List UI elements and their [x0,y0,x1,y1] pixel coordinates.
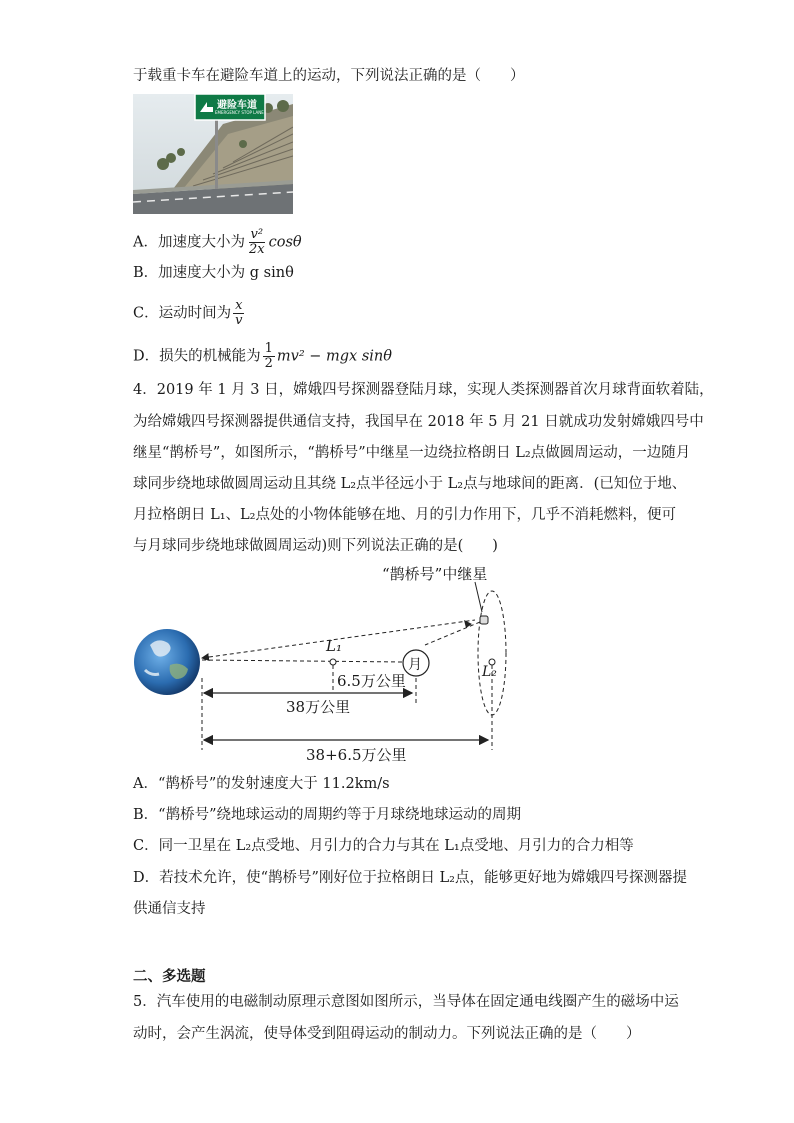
earth-moon-l2-diagram [130,560,530,760]
q4-option-a: A．“鹊桥号”的发射速度大于 11.2km/s [133,776,390,792]
q3-stem: 于载重卡车在避险车道上的运动，下列说法正确的是（ ） [133,68,525,84]
q4-line-4: 球同步绕地球做圆周运动且其绕 L₂点半径远小于 L₂点与地球间的距离．(已知位于地、 [133,476,687,492]
q4-option-c: C．同一卫星在 L₂点受地、月引力的合力与其在 L₁点受地、月引力的合力相等 [133,838,634,854]
q4-option-b: B．“鹊桥号”绕地球运动的周期约等于月球绕地球运动的周期 [133,807,521,823]
moon-label: 月 [408,657,422,673]
l1-label: L₁ [326,637,342,655]
q5-line-1: 5．汽车使用的电磁制动原理示意图如图所示，当导体在固定通电线圈产生的磁场中运 [133,994,679,1010]
q5-line-2: 动时，会产生涡流，使导体受到阻碍运动的制动力。下列说法正确的是（ ） [133,1026,641,1042]
q4-option-d-line-2: 供通信支持 [133,901,206,917]
earth-l2-distance-label: 38+6.5万公里 [306,746,407,764]
section-title-multiple-choice: 二、多选题 [133,968,206,985]
q4-line-5: 月拉格朗日 L₁、L₂点处的小物体能够在地、月的引力作用下，几乎不消耗燃料，便可 [133,507,676,523]
q3-option-c: C．运动时间为 $\frac{x}{v}$ [133,298,243,328]
l2-label: L₂ [482,664,497,680]
sign-subtitle: EMERGENCY STOP LANE [215,110,264,115]
q4-line-1: 4．2019 年 1 月 3 日，嫦娥四号探测器登陆月球，实现人类探测器首次月球背面软着陆， [133,382,714,398]
sign-title: 避险车道 [217,100,257,111]
q3-option-a: A．加速度大小为 $\frac{\text{v²}}{2x}$ cosθ [133,227,302,257]
q4-line-6: 与月球同步绕地球做圆周运动)则下列说法正确的是( ) [133,538,498,554]
q4-option-d-line-1: D．若技术允许，使“鹊桥号”刚好位于拉格朗日 L₂点，能够更好地为嫦娥四号探测器提 [133,870,687,886]
runaway-ramp-photo [133,94,293,214]
q3-option-b: B．加速度大小为 g sinθ [133,265,294,281]
q4-line-3: 继星“鹊桥号”，如图所示，“鹊桥号”中继星一边绕拉格朗日 L₂点做圆周运动，一边随月 [133,445,691,461]
q3-option-d: D．损失的机械能为 $\frac{1}{2}$ mv² − mgx sinθ [133,341,392,371]
earth-moon-distance-label: 38万公里 [286,698,351,716]
relay-satellite-label: “鹊桥号”中继星 [382,565,488,583]
moon-l1-distance-label: 6.5万公里 [337,672,406,690]
q4-line-2: 为给嫦娥四号探测器提供通信支持，我国早在 2018 年 5 月 21 日就成功发射嫦娥四号中 [133,414,704,430]
earth-icon [134,629,200,695]
